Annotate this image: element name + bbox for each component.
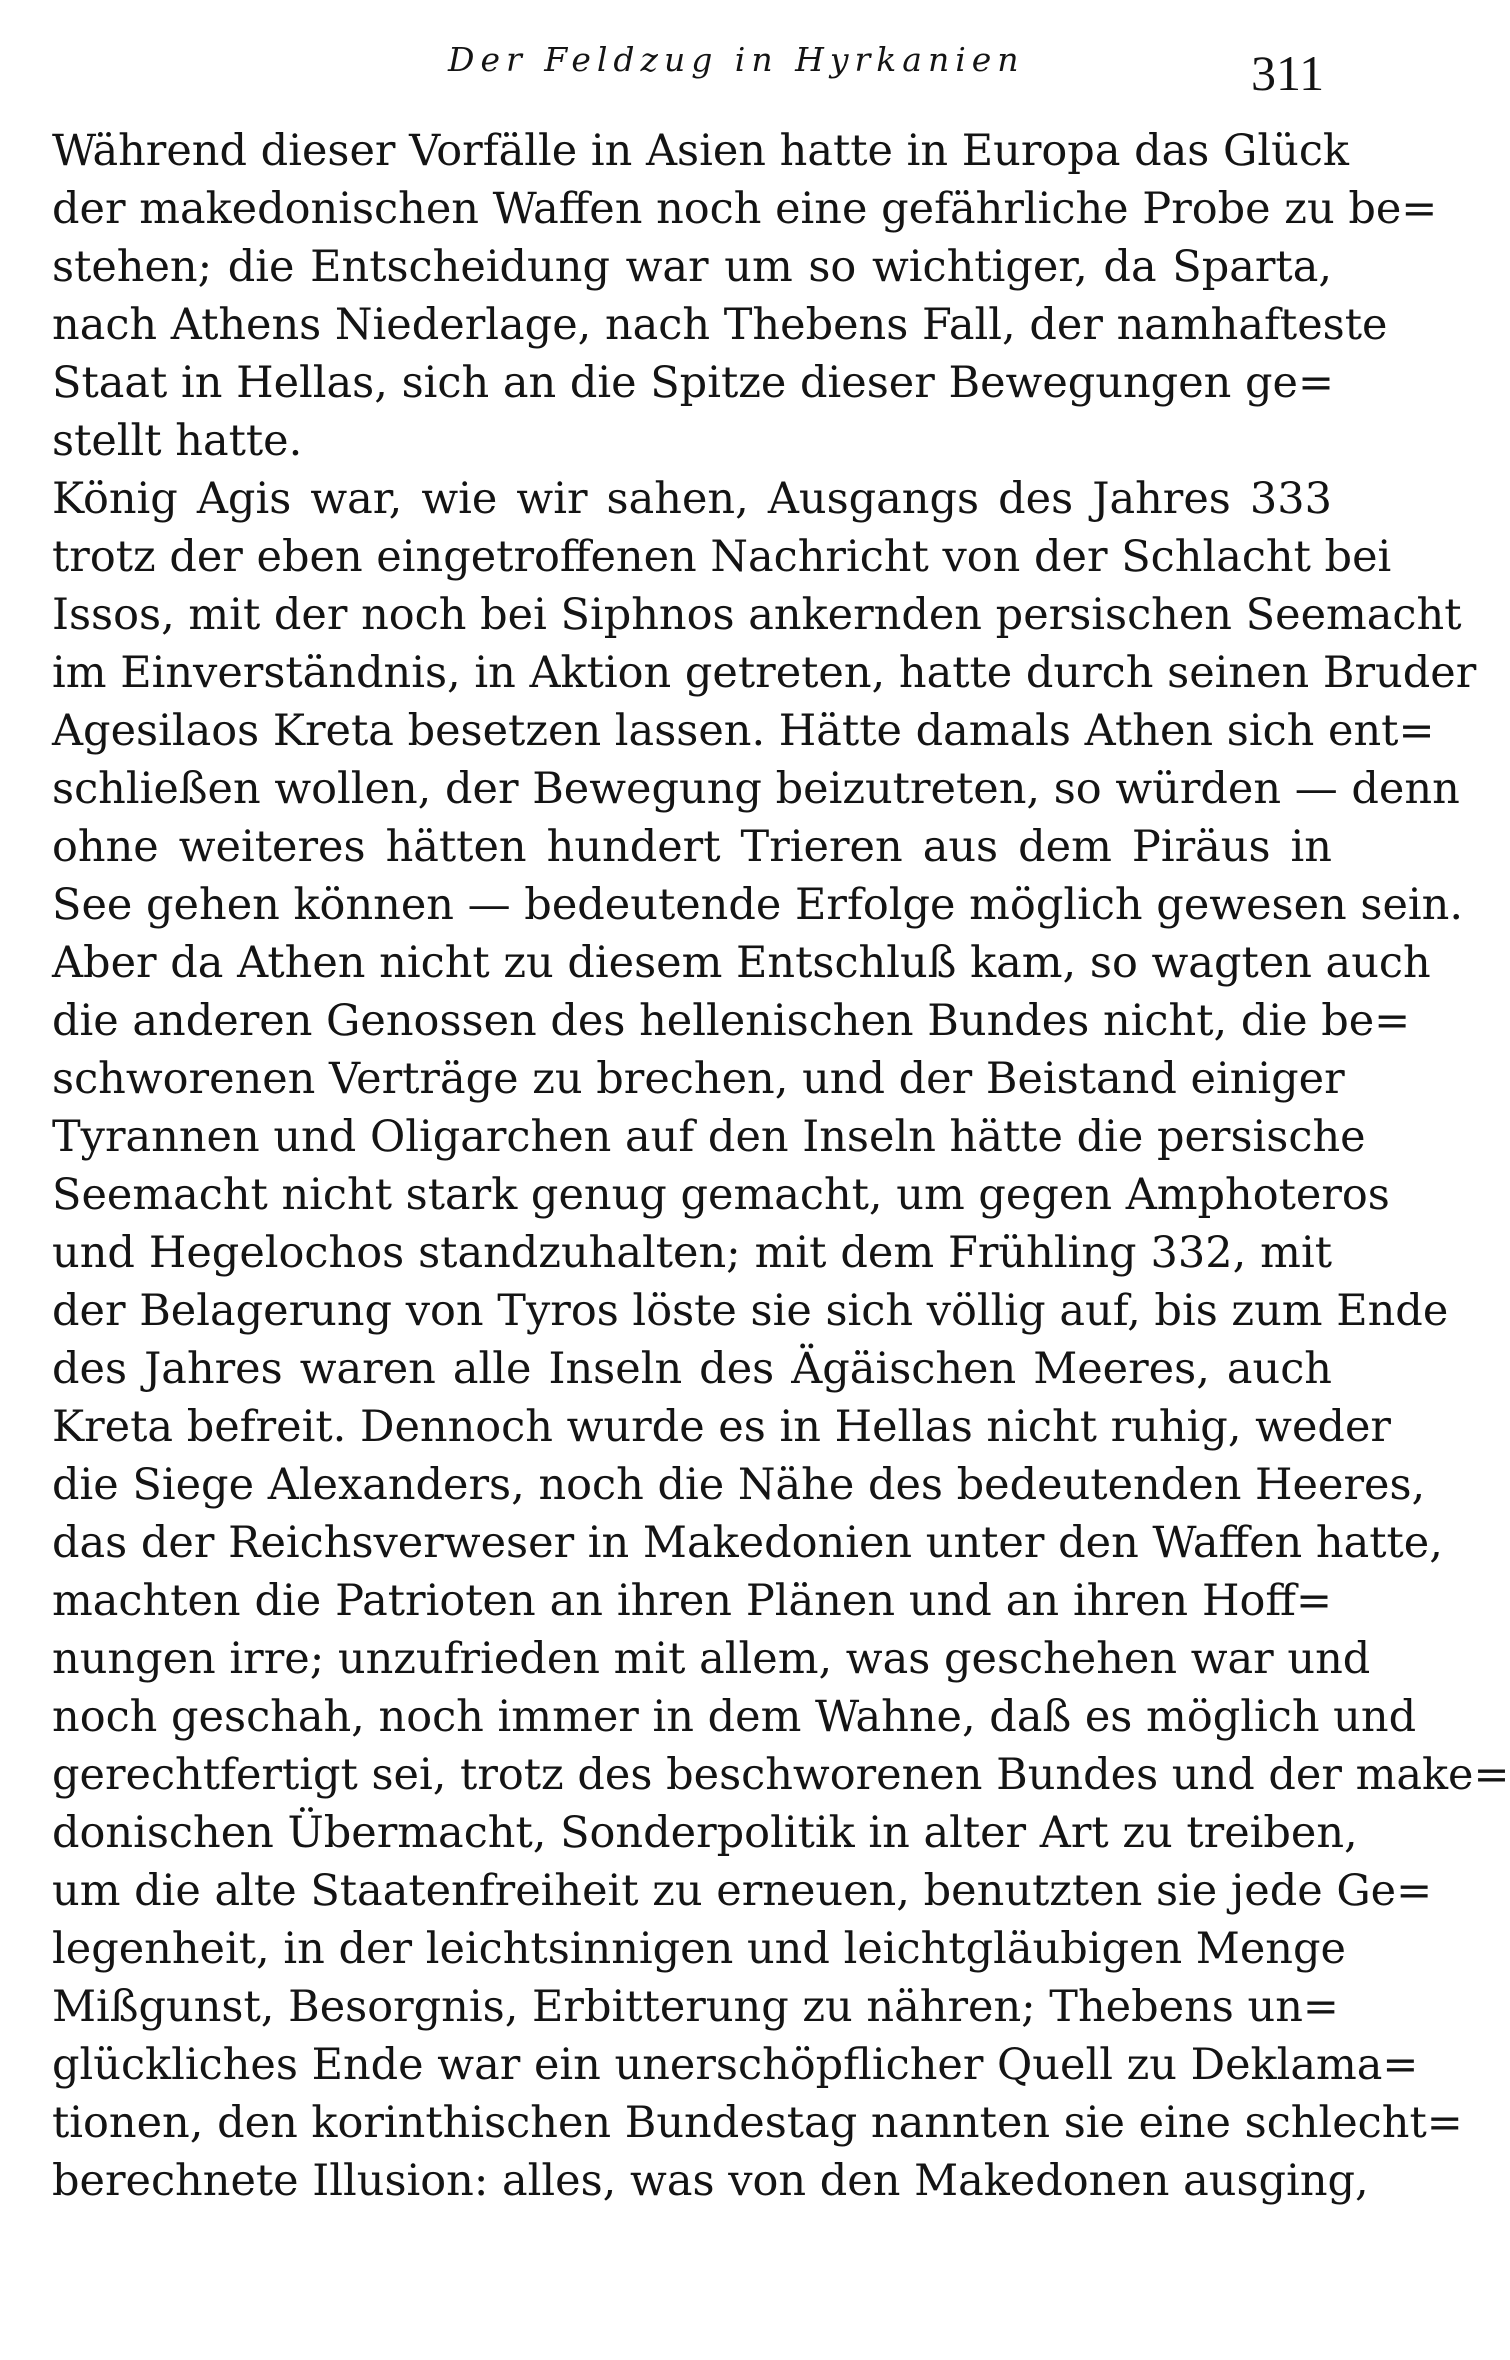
text-line: Während dieser Vorfälle in Asien hatte in Europa das Glück bbox=[52, 126, 1349, 176]
running-head bbox=[0, 34, 1399, 101]
text-line: König Agis war, wie wir sahen, Ausgangs des Jahres 333 bbox=[52, 474, 1332, 524]
text-line: im Einverständnis, in Aktion getreten, hatte durch seinen Bruder bbox=[52, 648, 1477, 698]
text-line: Seemacht nicht stark genug gemacht, um gegen Amphoteros bbox=[52, 1170, 1390, 1220]
text-line: Tyrannen und Oligarchen auf den Inseln hätte die persische bbox=[52, 1112, 1366, 1162]
text-line: des Jahres waren alle Inseln des Ägäischen Meeres, auch bbox=[52, 1344, 1332, 1394]
text-line: Aber da Athen nicht zu diesem Entschluß kam, so wagten auch bbox=[52, 938, 1431, 988]
text-line: legenheit, in der leichtsinnigen und leichtgläubigen Menge bbox=[52, 1924, 1346, 1974]
text-line: Kreta befreit. Dennoch wurde es in Hellas nicht ruhig, weder bbox=[52, 1402, 1391, 1452]
text-line: und Hegelochos standzuhalten; mit dem Frühling 332, mit bbox=[52, 1228, 1332, 1278]
running-title: Der Feldzug in Hyrkanien bbox=[448, 40, 1025, 79]
text-line: um die alte Staatenfreiheit zu erneuen, benutzten sie jede Ge= bbox=[52, 1866, 1433, 1916]
text-line: See gehen können — bedeutende Erfolge möglich gewesen sein. bbox=[52, 880, 1464, 930]
text-line: stehen; die Entscheidung war um so wichtiger, da Sparta, bbox=[52, 242, 1332, 292]
text-line: nach Athens Niederlage, nach Thebens Fall, der namhafteste bbox=[52, 300, 1388, 350]
text-line: berechnete Illusion: alles, was von den Makedonen ausging, bbox=[52, 2156, 1369, 2206]
text-line: die anderen Genossen des hellenischen Bundes nicht, die be= bbox=[52, 996, 1411, 1046]
text-line: donischen Übermacht, Sonderpolitik in alter Art zu treiben, bbox=[52, 1808, 1358, 1858]
text-line: nungen irre; unzufrieden mit allem, was geschehen war und bbox=[52, 1634, 1371, 1684]
text-line: Staat in Hellas, sich an die Spitze dieser Bewegungen ge= bbox=[52, 358, 1335, 408]
text-line: das der Reichsverweser in Makedonien unter den Waffen hatte, bbox=[52, 1518, 1443, 1568]
text-line: der Belagerung von Tyros löste sie sich völlig auf, bis zum Ende bbox=[52, 1286, 1449, 1336]
text-line: Agesilaos Kreta besetzen lassen. Hätte damals Athen sich ent= bbox=[52, 706, 1435, 756]
text-line: tionen, den korinthischen Bundestag nannten sie eine schlecht= bbox=[52, 2098, 1463, 2148]
text-line: gerechtfertigt sei, trotz des beschworenen Bundes und der make= bbox=[52, 1750, 1510, 1800]
text-line: schworenen Verträge zu brechen, und der Beistand einiger bbox=[52, 1054, 1345, 1104]
text-line: trotz der eben eingetroffenen Nachricht von der Schlacht bei bbox=[52, 532, 1392, 582]
text-line: Mißgunst, Besorgnis, Erbitterung zu nähren; Thebens un= bbox=[52, 1982, 1339, 2032]
text-line: noch geschah, noch immer in dem Wahne, daß es möglich und bbox=[52, 1692, 1417, 1742]
text-line: glückliches Ende war ein unerschöpflicher Quell zu Deklama= bbox=[52, 2040, 1419, 2090]
text-line: stellt hatte. bbox=[52, 416, 303, 466]
text-line: die Siege Alexanders, noch die Nähe des bedeutenden Heeres, bbox=[52, 1460, 1426, 1510]
text-line: schließen wollen, der Bewegung beizutreten, so würden — denn bbox=[52, 764, 1460, 814]
text-line: Issos, mit der noch bei Siphnos ankernden persischen Seemacht bbox=[52, 590, 1462, 640]
text-line: ohne weiteres hätten hundert Trieren aus dem Piräus in bbox=[52, 822, 1332, 872]
page-number: 311 bbox=[1251, 45, 1325, 101]
body-text bbox=[52, 122, 1510, 2210]
text-line: der makedonischen Waffen noch eine gefährliche Probe zu be= bbox=[52, 184, 1438, 234]
text-line: machten die Patrioten an ihren Plänen und an ihren Hoff= bbox=[52, 1576, 1332, 1626]
